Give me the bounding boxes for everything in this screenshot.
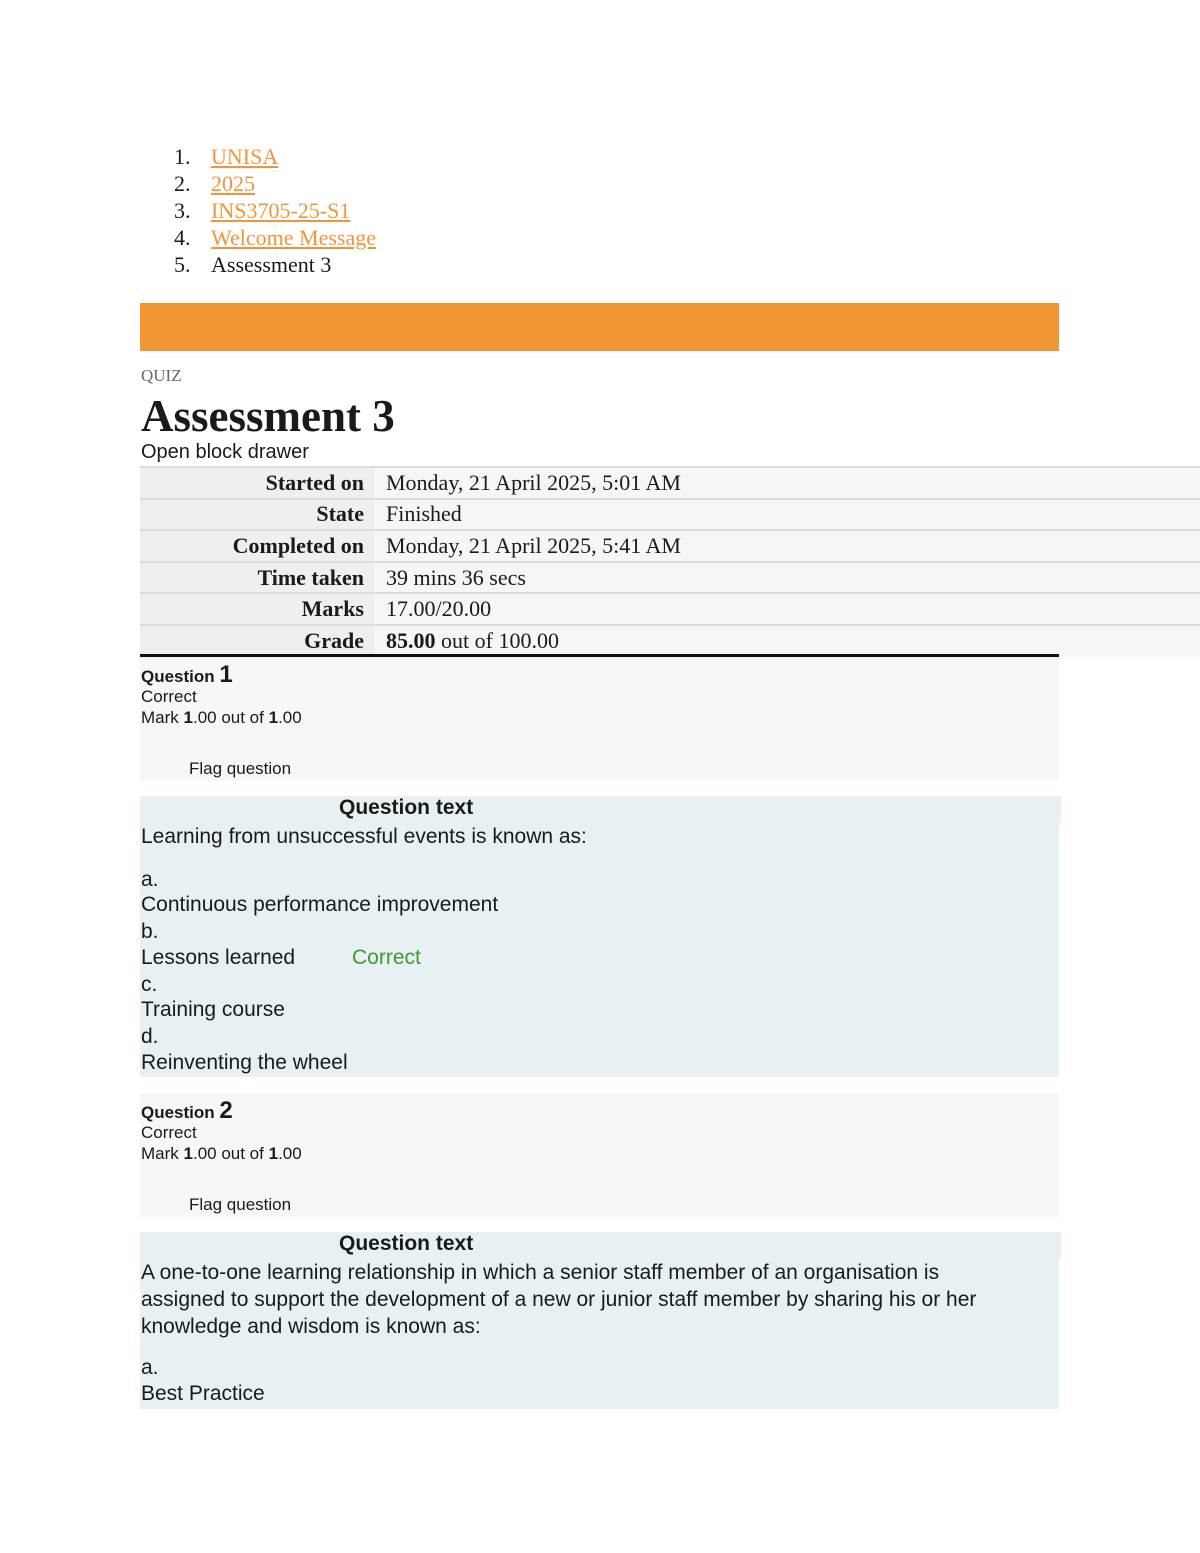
question-text-heading-label: Question text	[339, 1232, 474, 1255]
max-int: 1	[268, 1144, 279, 1163]
breadcrumb-link-course[interactable]: INS3705-25-S1	[211, 198, 351, 223]
question-grade	[141, 1144, 302, 1164]
max-int: 1	[268, 708, 279, 727]
mark-int: 1	[183, 708, 193, 727]
summary-label: Completed on	[140, 530, 374, 562]
question-state: Correct	[141, 687, 197, 706]
breadcrumb-link-year[interactable]: 2025	[211, 171, 255, 196]
summary-value: 17.00/20.00	[374, 593, 1200, 625]
grade-score: 85.00	[386, 628, 436, 654]
summary-value: Finished	[374, 499, 1200, 531]
breadcrumb-number: 5.	[174, 252, 191, 277]
summary-label: Started on	[140, 467, 374, 499]
breadcrumb-item-course	[174, 197, 376, 224]
summary-value	[374, 625, 1200, 657]
summary-value: 39 mins 36 secs	[374, 562, 1200, 594]
breadcrumb-number: 4.	[174, 225, 191, 250]
option-letter: c.	[141, 973, 158, 996]
mark-prefix: Mark	[141, 708, 184, 727]
option-c[interactable]: Training course	[141, 998, 285, 1021]
option-letter: a.	[141, 868, 159, 891]
summary-row-grade	[140, 625, 1200, 657]
question-content-2	[140, 1259, 1059, 1409]
mark-dec: .00 out of	[192, 1144, 269, 1163]
mark-prefix: Mark	[141, 1144, 184, 1163]
summary-value: Monday, 21 April 2025, 5:01 AM	[374, 467, 1200, 499]
summary-row-state	[140, 499, 1200, 531]
grade-suffix: out of 100.00	[435, 628, 559, 654]
question-number	[141, 1097, 233, 1125]
breadcrumb-item-year	[174, 170, 376, 197]
question-grade	[141, 708, 302, 728]
option-d[interactable]: Reinventing the wheel	[141, 1051, 348, 1074]
question-text-heading	[140, 796, 1061, 823]
mark-dec: .00 out of	[192, 708, 269, 727]
question-number-value: 1	[219, 661, 233, 688]
summary-label: Time taken	[140, 562, 374, 594]
mark-int: 1	[183, 1144, 193, 1163]
option-a[interactable]: Continuous performance improvement	[141, 893, 499, 916]
question-text-heading-label: Question text	[339, 796, 474, 819]
open-block-drawer-button[interactable]: Open block drawer	[141, 441, 309, 463]
breadcrumb-current: Assessment 3	[211, 252, 332, 277]
flag-question-button[interactable]: Flag question	[189, 759, 292, 778]
max-dec: .00	[278, 1144, 302, 1163]
option-a[interactable]: Best Practice	[141, 1382, 265, 1405]
summary-row-completed	[140, 530, 1200, 562]
breadcrumb-number: 1.	[174, 144, 191, 169]
question-number	[141, 661, 233, 689]
summary-label: State	[140, 499, 374, 531]
breadcrumb-item-unisa	[174, 143, 376, 170]
question-text-line: A one-to-one learning relationship in which a senior staff member of an organisation is	[141, 1261, 940, 1284]
activity-type-label: QUIZ	[141, 366, 182, 385]
summary-label: Marks	[140, 593, 374, 625]
summary-value: Monday, 21 April 2025, 5:41 AM	[374, 530, 1200, 562]
option-letter: a.	[141, 1356, 159, 1379]
question-label: Question	[141, 667, 215, 686]
summary-row-marks	[140, 593, 1200, 625]
question-state: Correct	[141, 1123, 197, 1142]
question-label: Question	[141, 1103, 215, 1122]
course-banner	[140, 303, 1059, 351]
summary-row-started	[140, 467, 1200, 499]
breadcrumb-number: 2.	[174, 171, 191, 196]
summary-label: Grade	[140, 625, 374, 657]
question-number-value: 2	[219, 1097, 233, 1124]
max-dec: .00	[278, 708, 302, 727]
breadcrumb-link-unisa[interactable]: UNISA	[211, 144, 279, 169]
question-info-2	[140, 1093, 1059, 1217]
attempt-summary-table	[140, 466, 1200, 657]
question-text-line: knowledge and wisdom is known as:	[141, 1315, 481, 1338]
question-text: Learning from unsuccessful events is known as:	[141, 825, 587, 848]
correct-feedback: Correct	[352, 946, 421, 969]
breadcrumb-item-section	[174, 224, 376, 251]
summary-row-time	[140, 562, 1200, 594]
option-b[interactable]: Lessons learned	[141, 946, 296, 969]
flag-question-button[interactable]: Flag question	[189, 1195, 292, 1214]
breadcrumb-item-current	[174, 251, 376, 278]
breadcrumb	[174, 143, 376, 278]
option-letter: b.	[141, 920, 159, 943]
option-letter: d.	[141, 1025, 159, 1048]
question-content-1	[140, 823, 1059, 1077]
breadcrumb-number: 3.	[174, 198, 191, 223]
question-text-heading	[140, 1232, 1061, 1259]
question-text-line: assigned to support the development of a new or junior staff member by sharing his or her	[141, 1288, 977, 1311]
question-info-1	[140, 657, 1059, 781]
breadcrumb-link-section[interactable]: Welcome Message	[211, 225, 376, 250]
page-title: Assessment 3	[141, 391, 395, 441]
